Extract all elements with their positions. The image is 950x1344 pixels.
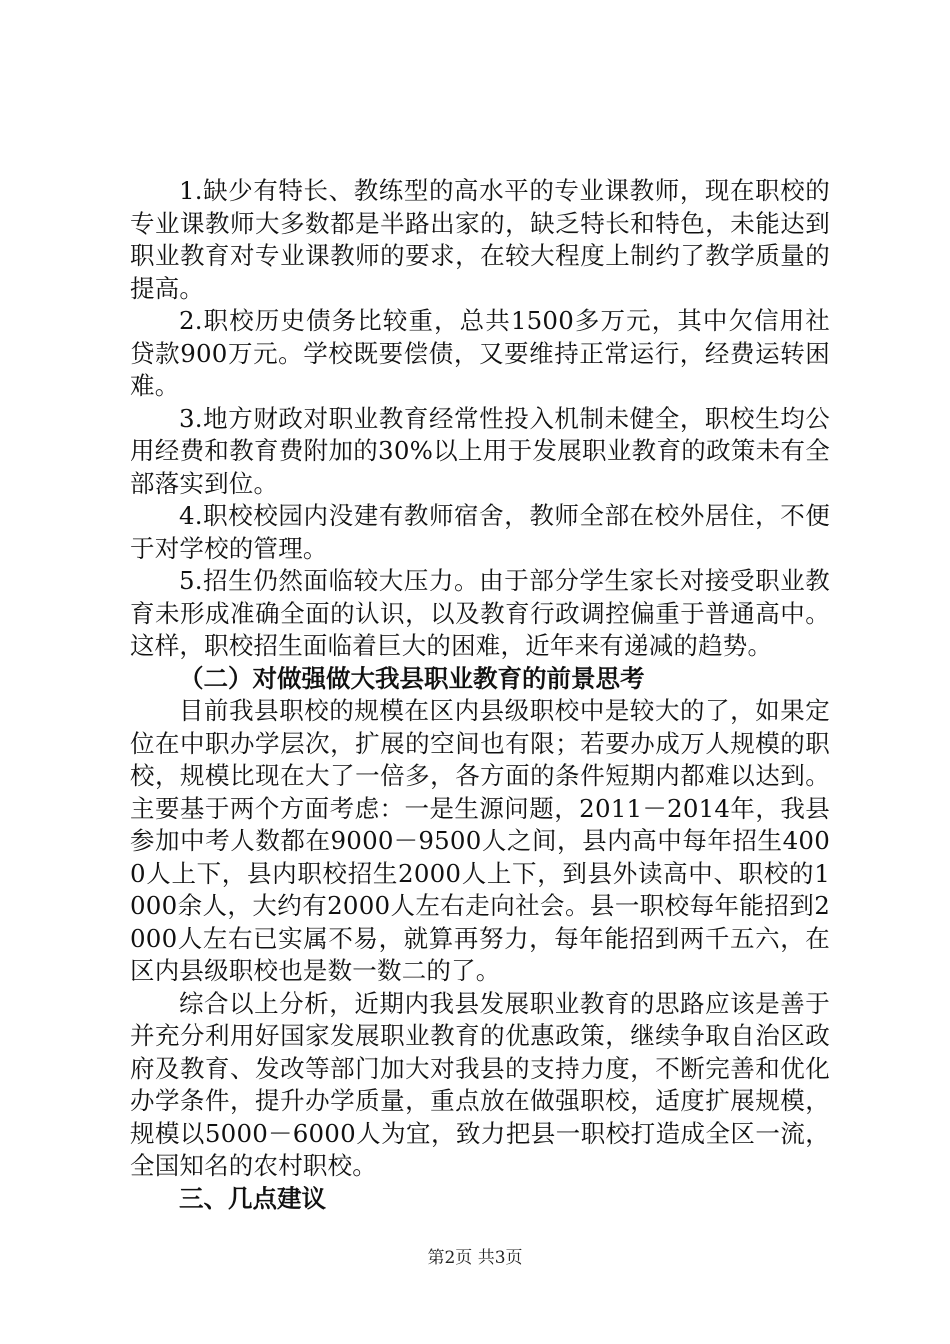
paragraph-item-2: 2.职校历史债务比较重，总共1500多万元，其中欠信用社贷款900万元。学校既要偿债，又要维持正常运行，经费运转困难。	[130, 306, 830, 400]
paragraph-item-1: 1.缺少有特长、教练型的高水平的专业课教师，现在职校的专业课教师大多数都是半路出家的，缺乏特长和特色，未能达到职业教育对专业课教师的要求，在较大程度上制约了教学质量的提高。	[130, 176, 830, 303]
paragraph-summary: 综合以上分析，近期内我县发展职业教育的思路应该是善于并充分利用好国家发展职业教育的优惠政策，继续争取自治区政府及教育、发改等部门加大对我县的支持力度，不断完善和优化办学条件，提升办学质量，重点放在做强职校，适度扩展规模，规模以5000－6000人为宜，致力把县一职校打造成全区一流，全国知名的农村职校。	[130, 988, 830, 1180]
section-heading-suggestions: 三、几点建议	[179, 1183, 326, 1213]
section-heading-prospects: （二）对做强做大我县职业教育的前景思考	[179, 663, 645, 693]
paragraph-item-3: 3.地方财政对职业教育经常性投入机制未健全，职校生均公用经费和教育费附加的30%以上用于发展职业教育的政策未有全部落实到位。	[130, 403, 830, 498]
paragraph-scale-analysis: 目前我县职校的规模在区内县级职校中是较大的了，如果定位在中职办学层次，扩展的空间也有限；若要办成万人规模的职校，规模比现在大了一倍多，各方面的条件短期内都难以达到。主要基于两个方面考虑：一是生源问题，2011－2014年，我县参加中考人数都在9000－9500人之间，县内高中每年招生4000人上下，县内职校招生2000人上下，到县外读高中、职校的1000余人，大约有2000人左右走向社会。县一职校每年能招到2000人左右已实属不易，就算再努力，每年能招到两千五六，在区内县级职校也是数一数二的了。	[130, 696, 830, 985]
document-body	[130, 175, 830, 1215]
paragraph-item-5: 5.招生仍然面临较大压力。由于部分学生家长对接受职业教育未形成准确全面的认识，以及教育行政调控偏重于普通高中。这样，职校招生面临着巨大的困难，近年来有递减的趋势。	[130, 566, 830, 660]
page-number-footer: 第2页 共3页	[427, 1248, 523, 1268]
paragraph-item-4: 4.职校校园内没建有教师宿舍，教师全部在校外居住，不便于对学校的管理。	[130, 501, 830, 563]
